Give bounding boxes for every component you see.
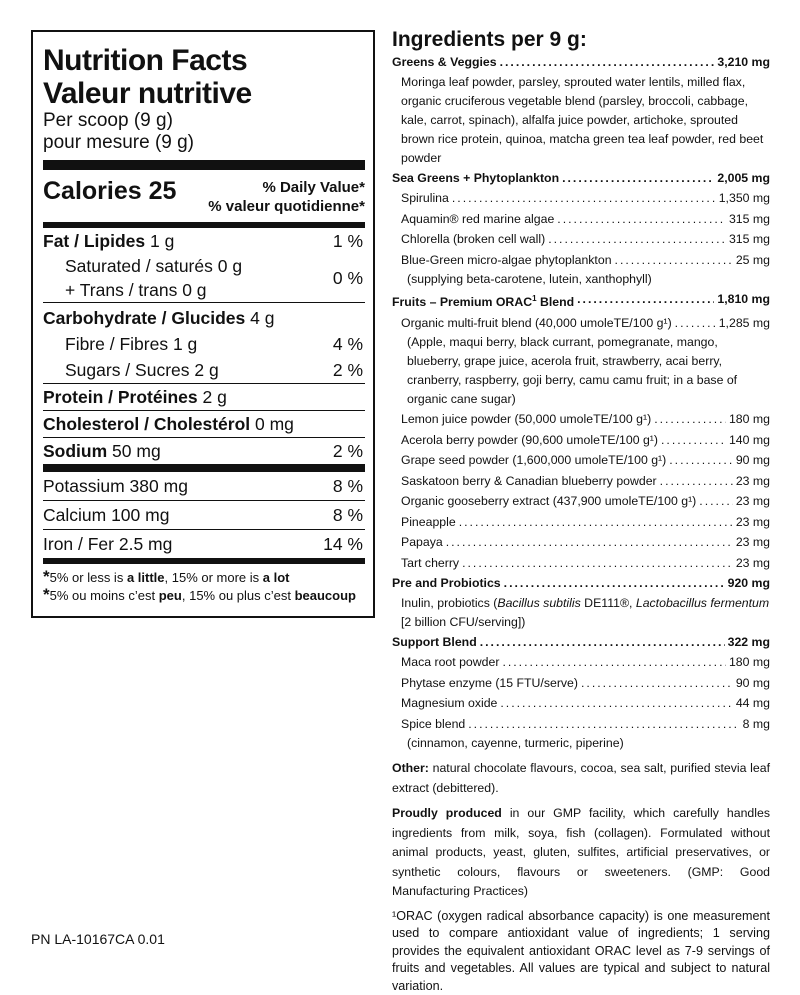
ingredients-title: Ingredients per 9 g:	[392, 28, 587, 51]
saturated-fat: Saturated / saturés 0 g	[65, 256, 243, 276]
protein-amount: 2 g	[197, 387, 227, 407]
ingredient-item: Saskatoon berry & Canadian blueberry powder ..... 23 mg	[392, 471, 770, 492]
greens-header	[392, 52, 770, 73]
sodium-label: Sodium	[43, 441, 108, 461]
sea-greens-note: (supplying beta-carotene, lutein, xanthophyll)	[407, 272, 652, 286]
potassium-label: Potassium 380 mg	[43, 476, 188, 496]
iron-percent: 14 %	[323, 534, 363, 554]
nutrition-facts-panel	[31, 30, 375, 618]
sodium-percent: 2 %	[332, 441, 363, 461]
ingredient-item: Tart cherry ..... 23 mg	[392, 553, 770, 574]
daily-value-en: % Daily Value*	[262, 179, 365, 196]
probiotics-name: Pre and Probiotics	[392, 576, 501, 591]
carb-row	[43, 305, 365, 331]
fat-row	[43, 228, 365, 254]
probiotics-description: Inulin, probiotics (Bacillus subtilis DE111®, Lactobacillus fermentum [2 billion CFU/serving])	[401, 595, 770, 629]
cholesterol-amount: 0 mg	[250, 414, 294, 434]
divider-thick	[43, 558, 365, 564]
carb-amount: 4 g	[245, 308, 275, 328]
nutrition-title-fr: Valeur nutritive	[43, 77, 252, 110]
greens-amount: 3,210 mg	[717, 55, 770, 69]
ingredient-item: Grape seed powder (1,600,000 umoleTE/100 g¹) ..... 90 mg	[392, 450, 770, 471]
fibre-percent: 4 %	[332, 334, 363, 354]
footnote-fr: *5% ou moins c’est peu, 15% ou plus c’est beaucoup	[43, 585, 356, 604]
ingredient-item: Organic multi-fruit blend (40,000 umoleTE/100 g¹) ..... 1,285 mg	[392, 313, 770, 334]
potassium-percent: 8 %	[332, 476, 363, 496]
trans-fat: + Trans / trans 0 g	[65, 280, 207, 300]
ingredient-item: Maca root powder ..... 180 mg	[392, 652, 770, 673]
fat-percent: 1 %	[332, 231, 363, 251]
greens-description: Moringa leaf powder, parsley, sprouted water lentils, milled flax, organic cruciferous vegetable blend (parsley, broccoli, cabbage, kale, carrot, spinach), alfalfa juice powder, artichoke, sprouted brown rice protein, quinoa, matcha green tea leaf powder, red beet powder	[401, 74, 764, 165]
ingredient-item: Acerola berry powder (90,600 umoleTE/100 g¹) ..... 140 mg	[392, 430, 770, 451]
ingredient-item: Papaya ..... 23 mg	[392, 532, 770, 553]
sodium-row	[43, 438, 365, 464]
support-name: Support Blend	[392, 634, 477, 649]
greens-name: Greens & Veggies	[392, 55, 497, 69]
sodium-amount: 50 mg	[107, 441, 161, 461]
ingredient-item: Spice blend ..... 8 mg	[392, 714, 770, 735]
calcium-label: Calcium 100 mg	[43, 505, 170, 525]
daily-value-header	[208, 178, 365, 216]
calcium-row	[43, 501, 365, 529]
footnote-en: *5% or less is a little, 15% or more is a lot	[43, 567, 290, 586]
protein-label: Protein / Protéines	[43, 387, 198, 407]
sugars-percent: 2 %	[332, 360, 363, 380]
divider-thick	[43, 464, 365, 472]
fibre-label: Fibre / Fibres 1 g	[65, 334, 198, 354]
part-number: PN LA-10167CA 0.01	[31, 931, 165, 947]
support-header	[392, 632, 770, 653]
ingredient-item: Spirulina ..... 1,350 mg	[392, 188, 770, 209]
serving-size-en: Per scoop (9 g)	[43, 110, 173, 131]
divider-thick	[43, 160, 365, 170]
fruit-blend-description: (Apple, maqui berry, black currant, pomegranate, mango, blueberry, grape juice, acerola fruit, strawberry, acai berry, cranberry, raspberry, goji berry, camu camu fruit; in a base of organic cane sugar)	[407, 335, 738, 407]
potassium-row	[43, 472, 365, 500]
fat-label: Fat / Lipides	[43, 231, 146, 251]
divider	[43, 302, 365, 303]
ingredients-panel	[392, 28, 770, 995]
ingredient-item: Lemon juice powder (50,000 umoleTE/100 g¹) ..... 180 mg	[392, 409, 770, 430]
cholesterol-label: Cholesterol / Cholestérol	[43, 414, 251, 434]
sea-greens-name: Sea Greens + Phytoplankton	[392, 170, 560, 185]
sea-greens-amount: 2,005 mg	[717, 170, 770, 185]
orac-footnote: ¹ORAC (oxygen radical absorbance capacity) is one measurement used to compare antioxidant value of ingredients; 1 serving provides the equivalent antioxidant ORAC level as 7-9 servings of fruits and vegetables. All values are typical and subject to natural variation.	[392, 908, 770, 993]
iron-label: Iron / Fer 2.5 mg	[43, 534, 173, 554]
ingredient-item: Aquamin® red marine algae ..... 315 mg	[392, 209, 770, 230]
carb-label: Carbohydrate / Glucides	[43, 308, 246, 328]
sugars-label: Sugars / Sucres 2 g	[65, 360, 219, 380]
probiotics-amount: 920 mg	[727, 576, 770, 591]
protein-row	[43, 384, 365, 410]
other-ingredients: Other: natural chocolate flavours, cocoa, sea salt, purified stevia leaf extract (debittered).	[392, 761, 770, 795]
ingredient-item: Chlorella (broken cell wall) ..... 315 mg	[392, 229, 770, 250]
probiotics-header	[392, 573, 770, 594]
cholesterol-row	[43, 411, 365, 437]
ingredient-item: Organic gooseberry extract (437,900 umoleTE/100 g¹) ..... 23 mg	[392, 491, 770, 512]
sea-greens-header	[392, 168, 770, 189]
calories: Calories 25	[43, 177, 177, 205]
footnote	[43, 568, 365, 604]
fruits-amount: 1,810 mg	[717, 292, 770, 306]
fruits-header	[392, 289, 770, 313]
sat-trans-row	[43, 254, 365, 302]
ingredient-item: Phytase enzyme (15 FTU/serve) ..... 90 mg	[392, 673, 770, 694]
iron-row	[43, 530, 365, 558]
serving-size-fr: pour mesure (9 g)	[43, 132, 195, 153]
fat-amount: 1 g	[145, 231, 175, 251]
spice-description: (cinnamon, cayenne, turmeric, piperine)	[407, 736, 624, 751]
calcium-percent: 8 %	[332, 505, 363, 525]
sugars-row	[43, 357, 365, 383]
support-amount: 322 mg	[727, 634, 770, 649]
fruits-name: Fruits – Premium ORAC$^1$ Blend	[392, 294, 575, 310]
nutrition-title-en: Nutrition Facts	[43, 44, 248, 77]
daily-value-fr: % valeur quotidienne*	[208, 198, 365, 215]
production-statement: Proudly produced in our GMP facility, which carefully handles ingredients from milk, soya, fish (collagen). Formulated without animal products, yeast, gluten, sulfites, artificial preservatives, or synthetic colours, flavours or sweeteners. (GMP: Good Manufacturing Practices)	[392, 806, 770, 899]
sat-trans-percent: 0 %	[332, 267, 363, 288]
fibre-row	[43, 331, 365, 357]
ingredient-item: Blue-Green micro-algae phytoplankton ..... 25 mg	[392, 250, 770, 271]
calories-row	[43, 172, 365, 220]
ingredient-item: Pineapple ..... 23 mg	[392, 512, 770, 533]
ingredient-item: Magnesium oxide ..... 44 mg	[392, 693, 770, 714]
